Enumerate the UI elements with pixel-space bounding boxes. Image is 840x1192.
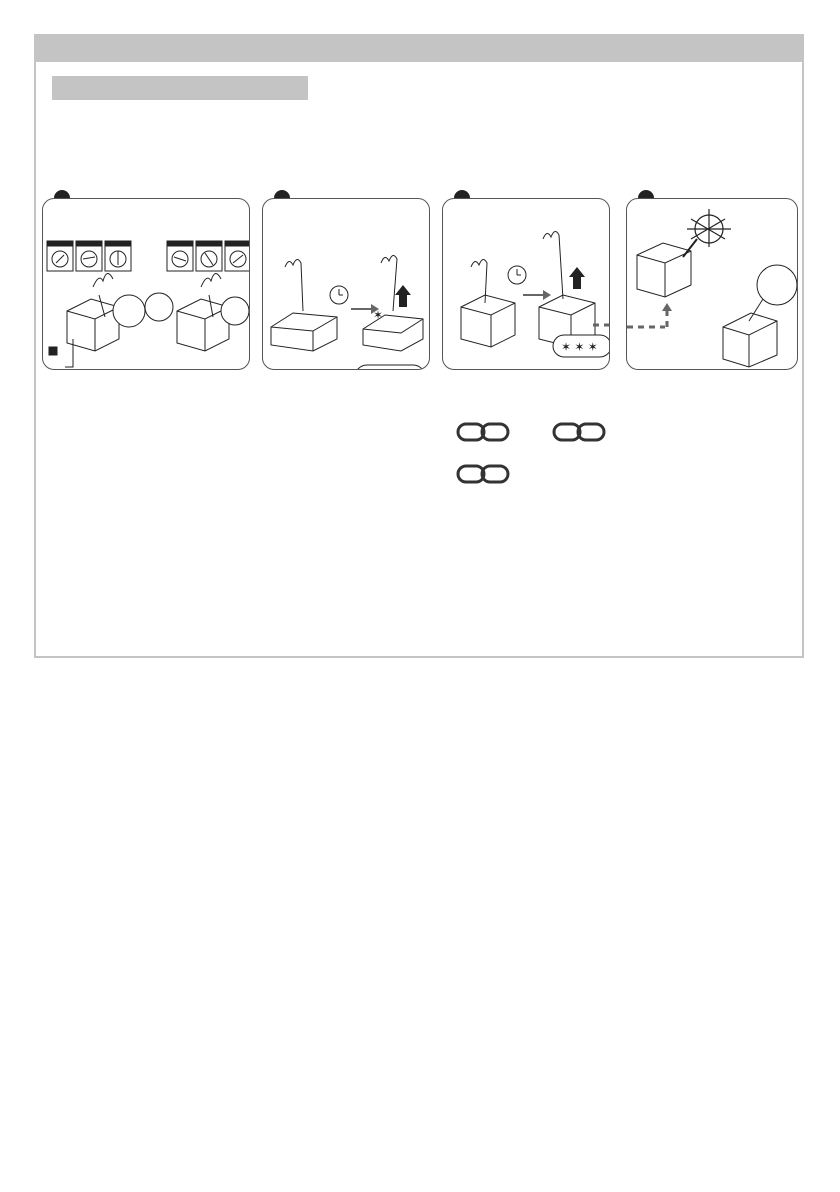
step-3-illustration [443, 199, 610, 370]
chain-link-icon [456, 462, 512, 486]
step-1-panel [42, 198, 250, 370]
step-4-panel [626, 198, 798, 370]
arrow-up-icon [569, 267, 585, 289]
header-bar [36, 36, 802, 62]
knob-icon-group-left [47, 241, 131, 271]
step-4-illustration [627, 199, 798, 370]
flash-icon: ✶ [373, 308, 384, 322]
subtitle-bar [52, 76, 308, 100]
step-3-panel [442, 198, 610, 370]
step-1-illustration [43, 199, 250, 370]
step-2-panel [262, 198, 430, 370]
svg-text:✶ ✶ ✶: ✶ ✶ ✶ [561, 340, 598, 354]
chain-link-icon [456, 420, 512, 444]
chain-link-icon [552, 420, 608, 444]
arrow-up-icon [395, 285, 411, 307]
instruction-frame [34, 34, 804, 658]
step-2-illustration [263, 199, 430, 370]
no-signal-icon [687, 209, 731, 247]
knob-icon-group-right [167, 241, 250, 271]
